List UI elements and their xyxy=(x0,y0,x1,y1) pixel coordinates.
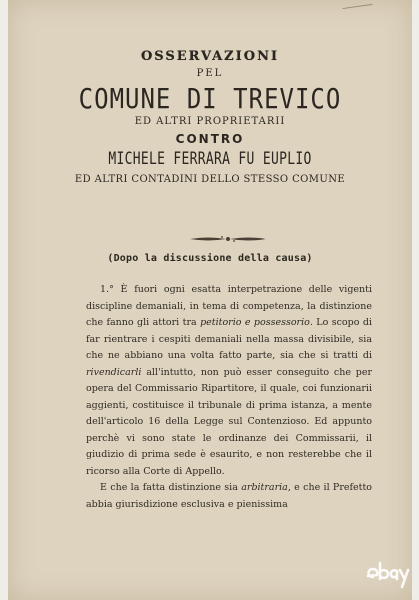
paper-tear xyxy=(342,0,373,9)
paragraph-1-text-b: . Lo scopo di far rientrare i cespiti demaniali nella massa divisibile, sia che ne abbiano una volta fatto parte, sia che si tratti di xyxy=(86,317,372,361)
ebay-watermark-logo xyxy=(364,555,412,595)
heading-proprietarii: ED ALTRI PROPRIETARII xyxy=(134,116,286,127)
ornament-divider xyxy=(188,234,268,244)
document-subtitle: (Dopo la discussione della causa) xyxy=(107,253,313,264)
body-text xyxy=(86,282,372,513)
paragraph-1-italic-a: petitorio e possessorio xyxy=(200,317,310,328)
paragraph-2-italic-a: arbitraria xyxy=(241,482,288,493)
paragraph-1-text-c: all'intutto, non può esser conseguito che per opera del Commissario Ripartitore, il quale, coi funzionarii aggienti, costituisce il tribunale di prima istanza, a mente dell'articolo 16 della Legge sul Contenzioso. Ed appunto perchè vi sono state le ordinanze dei Commissarii, il giudizio di prima sede è esaurito, e non resterebbe che il ricorso alla Corte di Appello. xyxy=(86,366,372,477)
title-block xyxy=(8,48,412,187)
document-page xyxy=(8,0,412,600)
heading-observations: OSSERVAZIONI xyxy=(140,49,280,64)
heading-pel: PEL xyxy=(196,68,224,79)
paragraph-1 xyxy=(86,282,372,480)
heading-comune: COMUNE DI TREVICO xyxy=(78,82,342,116)
paragraph-1-italic-b: rivendicarli xyxy=(86,366,142,378)
paragraph-2-text-b: , e che il Prefetto abbia giurisdizione esclusiva e pienissima xyxy=(86,482,372,510)
heading-defendant: MICHELE FERRARA FU EUPLIO xyxy=(108,149,312,170)
heading-contadini: ED ALTRI CONTADINI DELLO STESSO COMUNE xyxy=(74,174,346,185)
paragraph-2 xyxy=(86,480,372,513)
paragraph-2-text-a: E che la fatta distinzione sia xyxy=(100,482,242,493)
paragraph-1-text-a: 1.° È fuori ogni esatta interpetrazione delle vigenti discipline demaniali, in tema di competenza, la distinzione che fanno gli attori tra xyxy=(86,284,372,328)
heading-contro: CONTRO xyxy=(175,132,245,146)
